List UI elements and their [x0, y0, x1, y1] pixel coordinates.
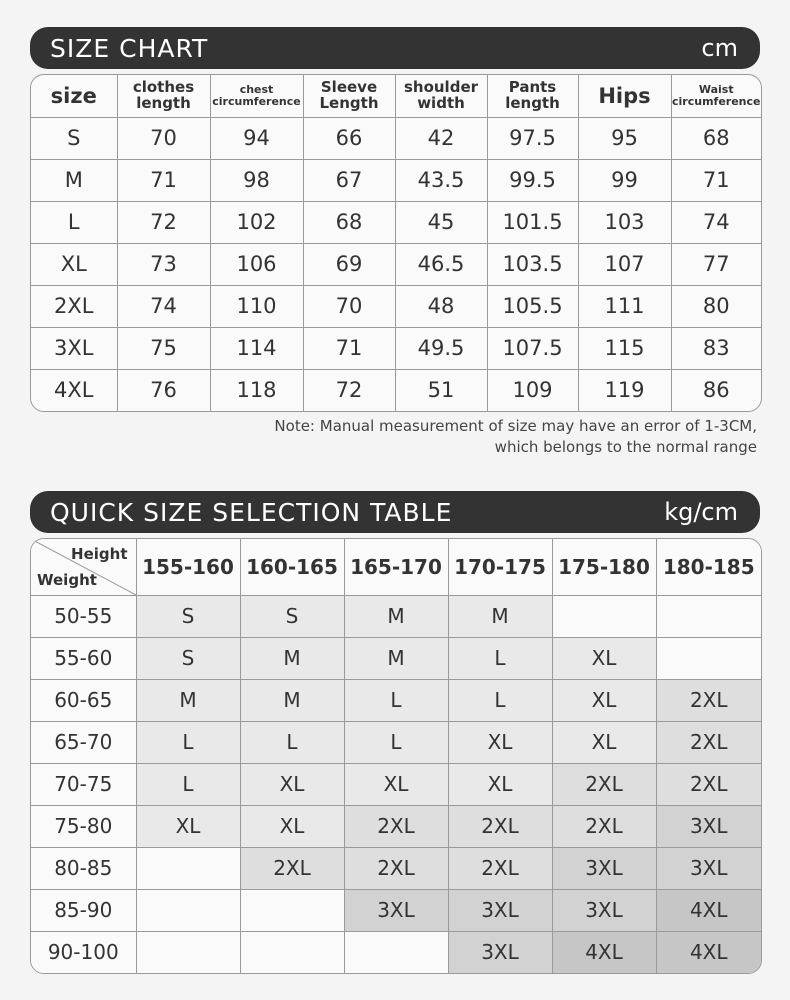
size-chart-row: [31, 117, 761, 159]
measurement-cell: 94: [210, 117, 303, 159]
weight-axis-label: Weight: [37, 570, 97, 589]
measurement-cell: 76: [117, 369, 210, 411]
recommended-size-cell: 2XL: [448, 805, 552, 847]
height-range-header: 180-185: [656, 539, 761, 595]
measurement-cell: 68: [671, 117, 761, 159]
measurement-cell: 119: [578, 369, 671, 411]
recommended-size-cell: M: [136, 679, 240, 721]
size-chart-row: [31, 159, 761, 201]
measurement-cell: 69: [303, 243, 395, 285]
recommended-size-cell: XL: [136, 805, 240, 847]
measurement-cell: 74: [671, 201, 761, 243]
quick-size-table: [31, 539, 761, 973]
weight-range-label: 50-55: [31, 595, 136, 637]
measurement-cell: 73: [117, 243, 210, 285]
measurement-cell: 67: [303, 159, 395, 201]
measurement-cell: 71: [303, 327, 395, 369]
height-range-header: 160-165: [240, 539, 344, 595]
measurement-cell: 72: [303, 369, 395, 411]
recommended-size-cell: M: [344, 595, 448, 637]
empty-cell: [240, 931, 344, 973]
height-range-header: 175-180: [552, 539, 656, 595]
recommended-size-cell: XL: [552, 637, 656, 679]
recommended-size-cell: M: [240, 637, 344, 679]
measurement-cell: 49.5: [395, 327, 487, 369]
measurement-cell: 74: [117, 285, 210, 327]
size-chart-header-cell: clothes length: [117, 75, 210, 117]
recommended-size-cell: 4XL: [552, 931, 656, 973]
recommended-size-cell: L: [344, 721, 448, 763]
measurement-cell: 75: [117, 327, 210, 369]
measurement-cell: 111: [578, 285, 671, 327]
recommended-size-cell: S: [136, 637, 240, 679]
measurement-cell: 70: [117, 117, 210, 159]
size-label-cell: L: [31, 201, 117, 243]
recommended-size-cell: M: [448, 595, 552, 637]
recommended-size-cell: 2XL: [656, 763, 761, 805]
measurement-cell: 42: [395, 117, 487, 159]
quick-size-title: QUICK SIZE SELECTION TABLE: [50, 497, 453, 527]
recommended-size-cell: 2XL: [448, 847, 552, 889]
size-chart-title: SIZE CHART: [50, 33, 209, 63]
size-chart-row: [31, 201, 761, 243]
recommended-size-cell: XL: [448, 763, 552, 805]
measurement-cell: 103: [578, 201, 671, 243]
measurement-cell: 109: [487, 369, 578, 411]
recommended-size-cell: L: [240, 721, 344, 763]
quick-table-row: [31, 889, 761, 931]
quick-table-row: [31, 931, 761, 973]
empty-cell: [656, 595, 761, 637]
recommended-size-cell: XL: [552, 721, 656, 763]
measurement-cell: 99: [578, 159, 671, 201]
recommended-size-cell: 3XL: [656, 847, 761, 889]
weight-range-label: 80-85: [31, 847, 136, 889]
size-chart-header-cell: shoulder width: [395, 75, 487, 117]
measurement-cell: 72: [117, 201, 210, 243]
size-chart-header-cell: chest circumference: [210, 75, 303, 117]
size-chart-header-cell: Pants length: [487, 75, 578, 117]
height-range-header: 155-160: [136, 539, 240, 595]
size-chart-header-cell: size: [31, 75, 117, 117]
measurement-cell: 105.5: [487, 285, 578, 327]
measurement-cell: 51: [395, 369, 487, 411]
measurement-cell: 98: [210, 159, 303, 201]
recommended-size-cell: M: [240, 679, 344, 721]
recommended-size-cell: 3XL: [552, 847, 656, 889]
weight-range-label: 55-60: [31, 637, 136, 679]
recommended-size-cell: 4XL: [656, 931, 761, 973]
recommended-size-cell: 2XL: [656, 721, 761, 763]
measurement-cell: 95: [578, 117, 671, 159]
weight-range-label: 65-70: [31, 721, 136, 763]
measurement-cell: 46.5: [395, 243, 487, 285]
recommended-size-cell: S: [240, 595, 344, 637]
recommended-size-cell: 2XL: [344, 847, 448, 889]
recommended-size-cell: 2XL: [552, 763, 656, 805]
recommended-size-cell: XL: [552, 679, 656, 721]
quick-table-row: [31, 805, 761, 847]
size-chart-row: [31, 327, 761, 369]
recommended-size-cell: L: [448, 637, 552, 679]
empty-cell: [656, 637, 761, 679]
size-chart-row: [31, 243, 761, 285]
height-range-header: 170-175: [448, 539, 552, 595]
size-chart-banner: [30, 27, 760, 69]
measurement-cell: 86: [671, 369, 761, 411]
recommended-size-cell: M: [344, 637, 448, 679]
size-chart-header-cell: Waist circumference: [671, 75, 761, 117]
size-chart-row: [31, 369, 761, 411]
measurement-cell: 107: [578, 243, 671, 285]
measurement-cell: 101.5: [487, 201, 578, 243]
quick-table-header-row: [31, 539, 761, 595]
measurement-cell: 68: [303, 201, 395, 243]
size-label-cell: S: [31, 117, 117, 159]
size-chart-table-container: [30, 74, 762, 412]
empty-cell: [552, 595, 656, 637]
measurement-note: [274, 416, 757, 458]
height-weight-corner-cell: [31, 539, 136, 595]
recommended-size-cell: 2XL: [344, 805, 448, 847]
recommended-size-cell: L: [448, 679, 552, 721]
measurement-cell: 66: [303, 117, 395, 159]
weight-range-label: 60-65: [31, 679, 136, 721]
measurement-cell: 103.5: [487, 243, 578, 285]
recommended-size-cell: 2XL: [656, 679, 761, 721]
measurement-cell: 70: [303, 285, 395, 327]
empty-cell: [136, 847, 240, 889]
recommended-size-cell: 3XL: [448, 931, 552, 973]
weight-range-label: 85-90: [31, 889, 136, 931]
measurement-cell: 115: [578, 327, 671, 369]
quick-table-row: [31, 679, 761, 721]
size-label-cell: M: [31, 159, 117, 201]
height-axis-label: Height: [71, 545, 128, 563]
measurement-cell: 102: [210, 201, 303, 243]
measurement-cell: 71: [117, 159, 210, 201]
recommended-size-cell: 3XL: [344, 889, 448, 931]
empty-cell: [344, 931, 448, 973]
measurement-cell: 80: [671, 285, 761, 327]
empty-cell: [240, 889, 344, 931]
recommended-size-cell: 2XL: [240, 847, 344, 889]
size-chart-table: [31, 75, 761, 411]
size-chart-row: [31, 285, 761, 327]
recommended-size-cell: XL: [448, 721, 552, 763]
recommended-size-cell: 2XL: [552, 805, 656, 847]
weight-range-label: 90-100: [31, 931, 136, 973]
empty-cell: [136, 931, 240, 973]
measurement-cell: 99.5: [487, 159, 578, 201]
recommended-size-cell: L: [136, 763, 240, 805]
recommended-size-cell: 3XL: [656, 805, 761, 847]
measurement-cell: 48: [395, 285, 487, 327]
recommended-size-cell: 3XL: [552, 889, 656, 931]
recommended-size-cell: L: [136, 721, 240, 763]
recommended-size-cell: XL: [240, 763, 344, 805]
size-label-cell: 3XL: [31, 327, 117, 369]
quick-size-table-container: [30, 538, 762, 974]
height-range-header: 165-170: [344, 539, 448, 595]
note-line-2: which belongs to the normal range: [494, 438, 757, 456]
note-line-1: Note: Manual measurement of size may have an error of 1-3CM,: [274, 417, 757, 435]
quick-table-row: [31, 595, 761, 637]
recommended-size-cell: 3XL: [448, 889, 552, 931]
measurement-cell: 83: [671, 327, 761, 369]
weight-range-label: 75-80: [31, 805, 136, 847]
size-label-cell: 2XL: [31, 285, 117, 327]
size-label-cell: XL: [31, 243, 117, 285]
quick-size-unit: kg/cm: [664, 498, 738, 526]
weight-range-label: 70-75: [31, 763, 136, 805]
measurement-cell: 106: [210, 243, 303, 285]
measurement-cell: 45: [395, 201, 487, 243]
quick-table-row: [31, 637, 761, 679]
measurement-cell: 43.5: [395, 159, 487, 201]
measurement-cell: 77: [671, 243, 761, 285]
size-chart-header-cell: Hips: [578, 75, 671, 117]
measurement-cell: 114: [210, 327, 303, 369]
recommended-size-cell: S: [136, 595, 240, 637]
measurement-cell: 118: [210, 369, 303, 411]
recommended-size-cell: 4XL: [656, 889, 761, 931]
recommended-size-cell: XL: [344, 763, 448, 805]
size-label-cell: 4XL: [31, 369, 117, 411]
measurement-cell: 97.5: [487, 117, 578, 159]
quick-table-row: [31, 763, 761, 805]
quick-size-banner: [30, 491, 760, 533]
quick-table-row: [31, 721, 761, 763]
size-chart-header-cell: Sleeve Length: [303, 75, 395, 117]
quick-table-row: [31, 847, 761, 889]
measurement-cell: 71: [671, 159, 761, 201]
measurement-cell: 107.5: [487, 327, 578, 369]
recommended-size-cell: XL: [240, 805, 344, 847]
measurement-cell: 110: [210, 285, 303, 327]
recommended-size-cell: L: [344, 679, 448, 721]
empty-cell: [136, 889, 240, 931]
size-chart-header-row: [31, 75, 761, 117]
size-chart-unit: cm: [701, 34, 738, 62]
